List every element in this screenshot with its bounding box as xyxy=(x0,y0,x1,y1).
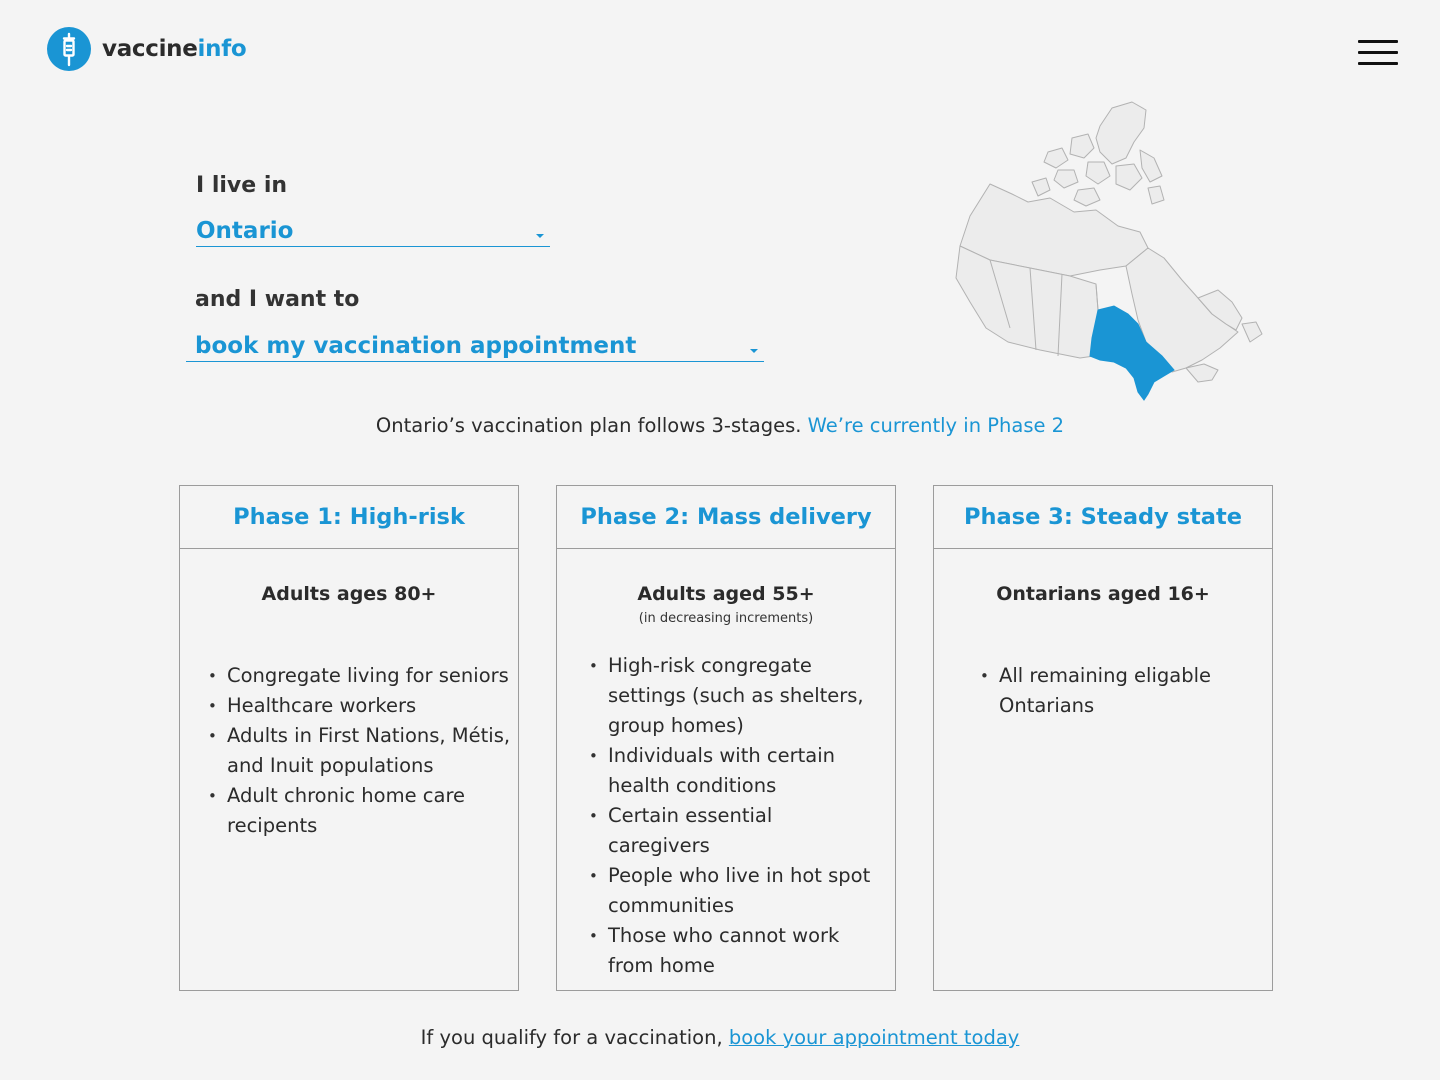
intro-sentence xyxy=(0,414,1440,437)
list-item: • Adult chronic home care recipents xyxy=(227,781,518,841)
current-phase-link[interactable]: We’re currently in Phase 2 xyxy=(807,414,1065,437)
list-item: • Adults in First Nations, Métis, and Inuit populations xyxy=(227,721,518,781)
brand-name-part1: vaccine xyxy=(102,36,198,62)
province-select[interactable] xyxy=(196,217,550,247)
phase-note: (in decreasing increments) xyxy=(638,611,814,626)
location-label: I live in xyxy=(196,173,288,198)
intent-select[interactable] xyxy=(186,332,764,362)
phase-title: Phase 3: Steady state xyxy=(934,486,1272,549)
phase-audience: Adults aged 55+ xyxy=(637,583,815,605)
intent-label: and I want to xyxy=(195,287,360,312)
list-item: • People who live in hot spot communities xyxy=(608,861,873,921)
phase-audience: Adults ages 80+ xyxy=(261,583,437,605)
brand-name-part2: info xyxy=(197,36,247,62)
phase-audience: Ontarians aged 16+ xyxy=(996,583,1210,605)
phase-title: Phase 1: High-risk xyxy=(180,486,518,549)
phase-title: Phase 2: Mass delivery xyxy=(557,486,895,549)
brand-logo[interactable] xyxy=(47,27,246,71)
intent-select-value: book my vaccination appointment xyxy=(195,333,637,359)
phase-card-1 xyxy=(179,485,519,991)
book-appointment-link[interactable]: book your appointment today xyxy=(728,1026,1020,1049)
phase-list xyxy=(557,651,895,981)
footer-cta xyxy=(0,1026,1440,1049)
chevron-down-icon xyxy=(536,234,544,238)
list-item: • Those who cannot work from home xyxy=(608,921,873,981)
chevron-down-icon xyxy=(750,349,758,353)
brand-name xyxy=(102,36,246,62)
list-item: • Healthcare workers xyxy=(227,691,518,721)
list-item: • High-risk congregate settings (such as shelters, group homes) xyxy=(608,651,873,741)
list-item: • All remaining eligable Ontarians xyxy=(999,661,1212,721)
syringe-icon xyxy=(47,27,91,71)
hamburger-menu-icon[interactable] xyxy=(1358,40,1398,66)
list-item: • Congregate living for seniors xyxy=(227,661,518,691)
phase-card-2 xyxy=(556,485,896,991)
canada-map xyxy=(950,98,1270,404)
phase-list xyxy=(934,661,1272,721)
province-select-value: Ontario xyxy=(196,218,294,244)
intro-text: Ontario’s vaccination plan follows 3-stages. xyxy=(375,414,802,437)
phase-list xyxy=(180,661,518,841)
footer-text: If you qualify for a vaccination, xyxy=(420,1026,723,1049)
list-item: • Individuals with certain health conditions xyxy=(608,741,873,801)
list-item: • Certain essential caregivers xyxy=(608,801,873,861)
phase-card-3 xyxy=(933,485,1273,991)
